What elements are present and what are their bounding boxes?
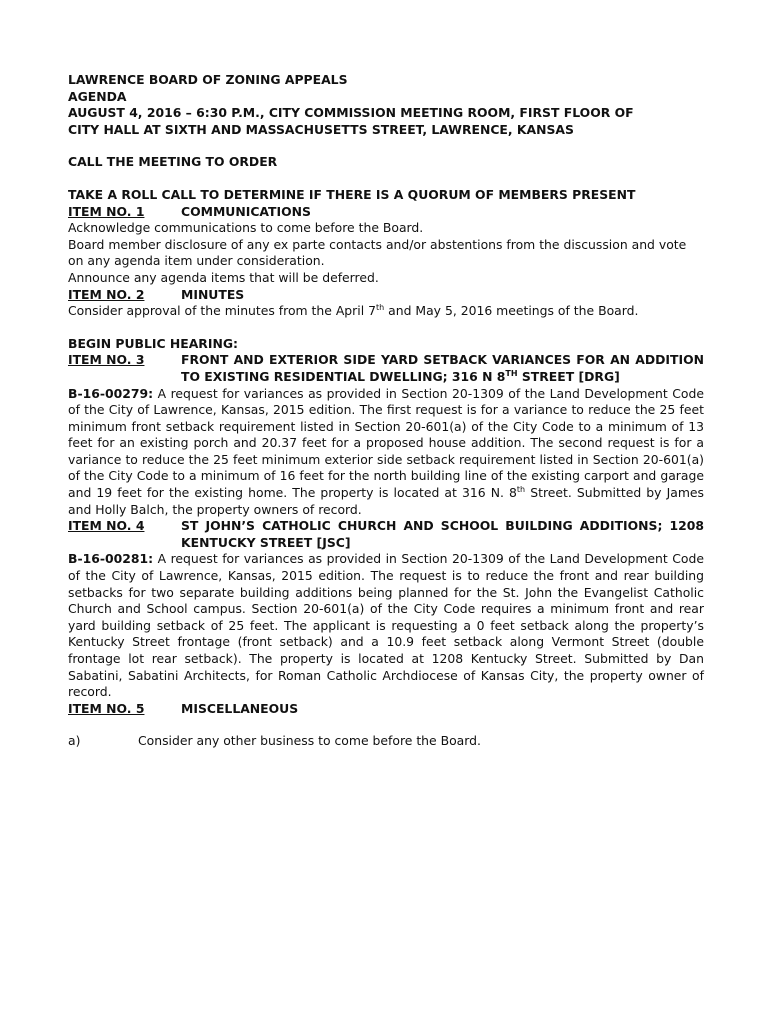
item-4-body-text: A request for variances as provided in Section 20-1309 of the Land Development Code of the City of Lawrence, Kansas, 2015 edition. The request is to reduce the front and rear building setbacks for two separate building additions being planned for the St. John the Evangelist Catholic Church and School campus. Section 20-601(a) of the City Code requires a minimum front and rear yard building setback of 25 feet. The applicant is requesting a 0 feet setback along the property’s Kentucky Street frontage (front setback) and a 10.9 feet setback along Vermont Street (double frontage lot rear setback). The property is located at 1208 Kentucky Street. Submitted by Dan Sabatini, Sabatini Architects, for Roman Catholic Archdiocese of Kansas City, the property owner of record. bbox=[68, 551, 704, 700]
item-2-paragraph bbox=[68, 303, 704, 320]
item-2-heading bbox=[68, 287, 704, 304]
agenda-header bbox=[68, 72, 704, 138]
call-to-order-heading: CALL THE MEETING TO ORDER bbox=[68, 154, 278, 170]
item-5-number: ITEM NO. 5 bbox=[68, 700, 145, 716]
document-type: AGENDA bbox=[68, 88, 127, 104]
item-3-body-start: A request for variances as provided in Section 20-1309 of the Land Development Code of the City of Lawrence, Kansas, 2015 edition. The first request is for a variance to reduce the 25 feet minimum front setback requirement listed in Section 20-601(a) of the City Code to a minimum of 13 feet for an existing porch and 20.37 feet for a proposed house addition. The second request is for a variance to reduce the 25 feet minimum exterior side setback requirement listed in Section 20-601(a) of the City Code to a minimum of 16 feet for the north building line of the existing carport and garage and 19 feet for the existing home. The property is located at 316 N. 8 bbox=[68, 385, 704, 501]
item-1-paragraph-2: Board member disclosure of any ex parte contacts and/or abstentions from the discussion and vote on any agenda item under consideration. bbox=[68, 236, 687, 269]
item-5-subitem-a-label: a) bbox=[68, 733, 81, 749]
item-4-number: ITEM NO. 4 bbox=[68, 518, 145, 534]
item-4-heading bbox=[68, 518, 704, 551]
item-2-number: ITEM NO. 2 bbox=[68, 286, 145, 302]
item-3-body bbox=[68, 386, 704, 519]
item-3-number: ITEM NO. 3 bbox=[68, 352, 145, 368]
item-3-body-suffix: th bbox=[516, 484, 526, 494]
item-1-paragraph-1: Acknowledge communications to come before the Board. bbox=[68, 220, 424, 236]
item-5-subitem-a-text: Consider any other business to come before the Board. bbox=[138, 733, 481, 749]
item-3-title bbox=[181, 352, 704, 385]
item-3-title-end: STREET [DRG] bbox=[517, 368, 620, 384]
item-1-paragraph-3: Announce any agenda items that will be deferred. bbox=[68, 269, 379, 285]
item-3-title-suffix: TH bbox=[505, 368, 518, 378]
item-4-body bbox=[68, 551, 704, 700]
item-3-title-start: FRONT AND EXTERIOR SIDE YARD SETBACK VARIANCES FOR AN ADDITION TO EXISTING RESIDENTIAL DWELLING; 316 N 8 bbox=[181, 352, 704, 384]
item-3-heading bbox=[68, 352, 704, 385]
item-4-title: ST JOHN’S CATHOLIC CHURCH AND SCHOOL BUILDING ADDITIONS; 1208 KENTUCKY STREET [JSC] bbox=[181, 518, 704, 550]
meeting-date-location: AUGUST 4, 2016 – 6:30 P.M., CITY COMMISSION MEETING ROOM, FIRST FLOOR OF bbox=[68, 105, 634, 121]
item-2-title: MINUTES bbox=[181, 286, 245, 302]
meeting-address: CITY HALL AT SIXTH AND MASSACHUSETTS STREET, LAWRENCE, KANSAS bbox=[68, 121, 574, 137]
roll-call-heading: TAKE A ROLL CALL TO DETERMINE IF THERE IS A QUORUM OF MEMBERS PRESENT bbox=[68, 186, 636, 202]
item-1-heading bbox=[68, 204, 704, 221]
public-hearing-heading: BEGIN PUBLIC HEARING: bbox=[68, 335, 238, 351]
item-3-body-end: Street. Submitted by James and Holly Balch, the property owners of record. bbox=[68, 485, 704, 517]
item-5-title: MISCELLANEOUS bbox=[181, 700, 299, 716]
item-4-case-number: B-16-00281: bbox=[68, 551, 154, 567]
item-2-text-end: and May 5, 2016 meetings of the Board. bbox=[384, 303, 639, 319]
item-1-title: COMMUNICATIONS bbox=[181, 203, 311, 219]
item-5-subitem-a bbox=[68, 733, 704, 750]
agenda-document bbox=[68, 72, 704, 750]
item-5-heading bbox=[68, 701, 704, 718]
item-2-ordinal-suffix: th bbox=[375, 303, 385, 312]
item-3-case-number: B-16-00279: bbox=[68, 385, 154, 401]
board-name: LAWRENCE BOARD OF ZONING APPEALS bbox=[68, 72, 348, 87]
item-1-number: ITEM NO. 1 bbox=[68, 203, 145, 219]
item-2-text-start: Consider approval of the minutes from the April 7 bbox=[68, 303, 376, 319]
